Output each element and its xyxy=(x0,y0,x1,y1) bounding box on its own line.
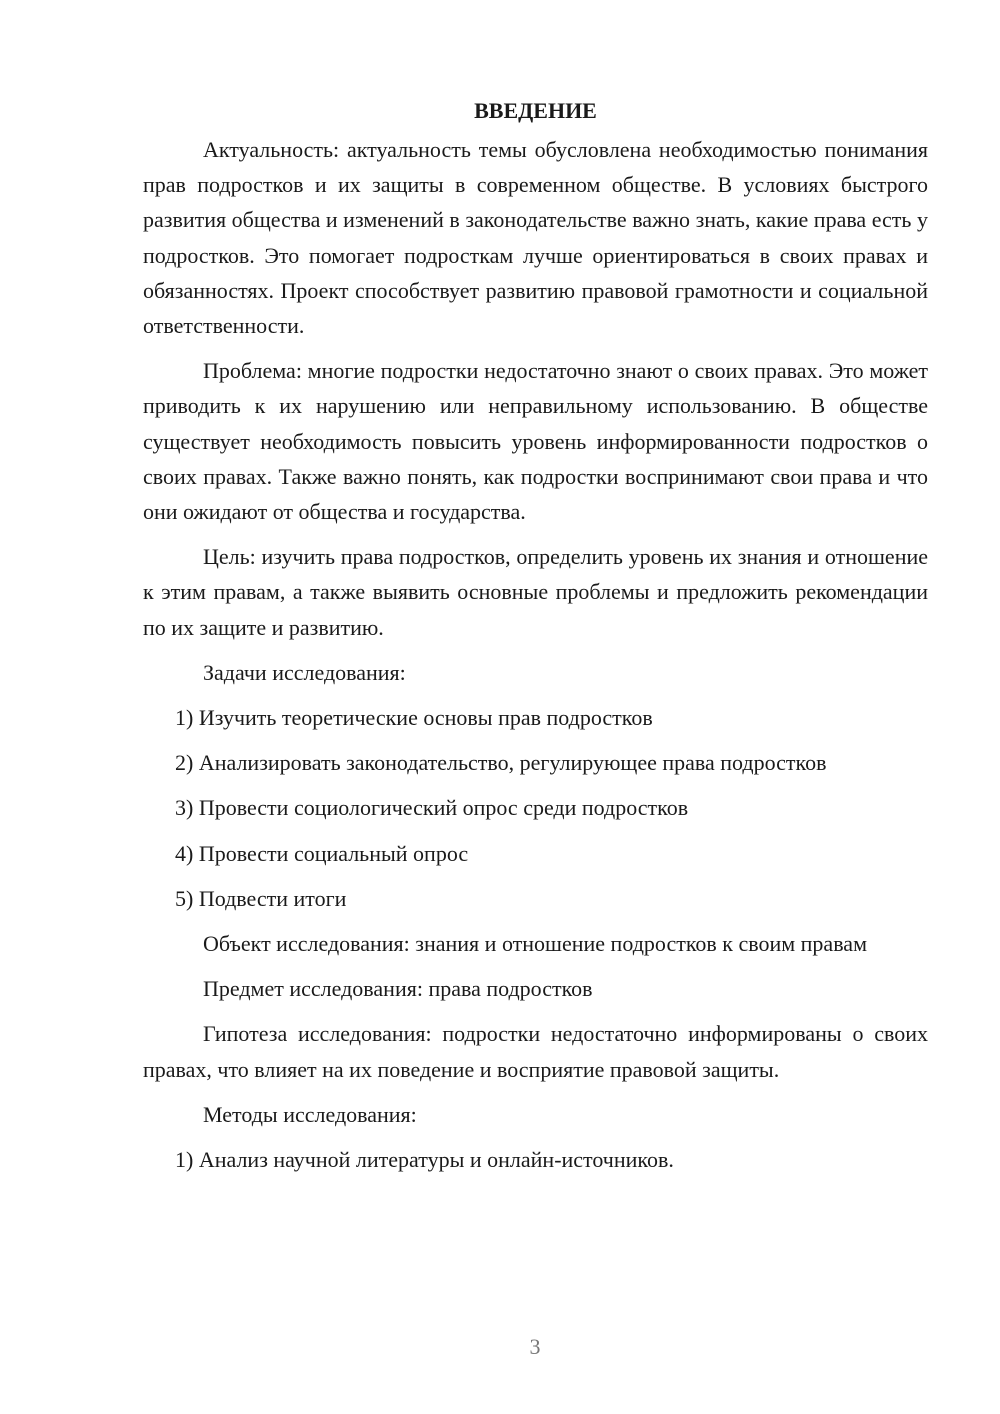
paragraph-subject: Предмет исследования: права подростков xyxy=(203,976,593,1002)
task-item-5: 5) Подвести итоги xyxy=(175,885,347,911)
methods-title: Методы исследования: xyxy=(203,1101,417,1127)
paragraph-goal: Цель: изучить права подростков, определить уровень их знания и отношение к этим правам, а также выявить основные проблемы и предложить рекомендации по их защите и развитию. xyxy=(143,544,928,640)
paragraph-hypothesis: Гипотеза исследования: подростки недостаточно информированы о своих правах, что влияет на их поведение и восприятие правовой защиты. xyxy=(143,1021,928,1082)
task-item-4: 4) Провести социальный опрос xyxy=(175,840,469,866)
method-item-1: 1) Анализ научной литературы и онлайн-источников. xyxy=(175,1147,674,1173)
task-item-1: 1) Изучить теоретические основы прав подростков xyxy=(175,705,653,731)
paragraph-object: Объект исследования: знания и отношение подростков к своим правам xyxy=(203,931,867,957)
task-item-2: 2) Анализировать законодательство, регулирующее права подростков xyxy=(175,750,827,776)
task-item-3: 3) Провести социологический опрос среди подростков xyxy=(175,795,689,821)
paragraph-relevance: Актуальность: актуальность темы обусловлена необходимостью понимания прав подростков и их защиты в современном обществе. В условиях быстрого развития общества и изменений в законодательстве важно знать, какие права есть у подростков. Это помогает подросткам лучше ориентироваться в своих правах и обязанностях. Проект способствует развитию правовой грамотности и социальной ответственности. xyxy=(143,137,928,339)
tasks-title: Задачи исследования: xyxy=(203,659,406,685)
section-heading: ВВЕДЕНИЕ xyxy=(474,98,597,123)
paragraph-problem: Проблема: многие подростки недостаточно знают о своих правах. Это может приводить к их нарушению или неправильному использованию. В обществе существует необходимость повысить уровень информированности подростков о своих правах. Также важно понять, как подростки воспринимают свои права и что они ожидают от общества и государства. xyxy=(143,358,928,525)
document-body xyxy=(143,98,928,1187)
page-number: 3 xyxy=(529,1334,541,1359)
